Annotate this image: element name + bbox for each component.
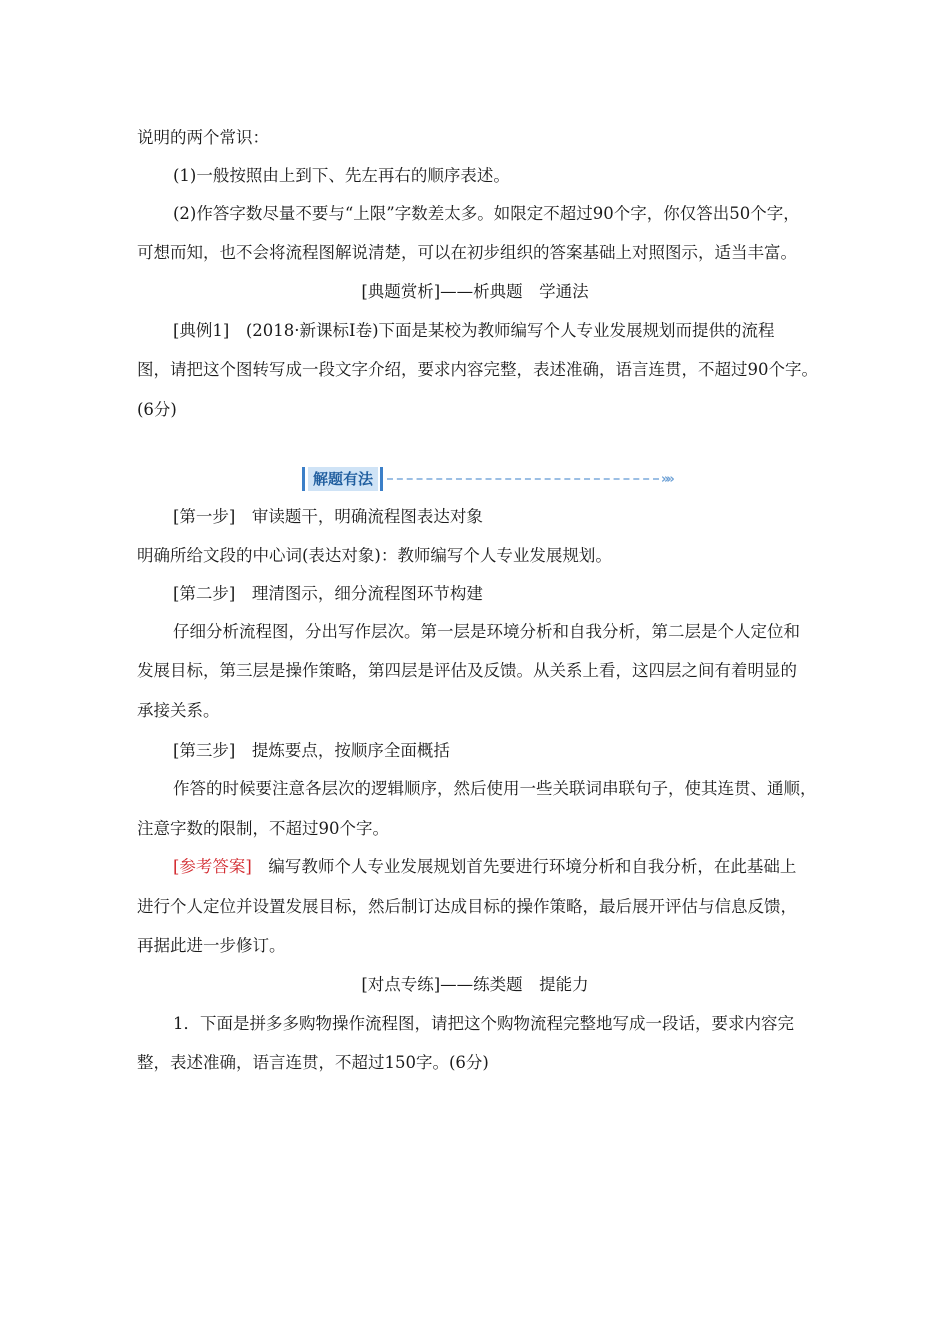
text-line: 图，请把这个图转写成一段文字介绍，要求内容完整，表述准确，语言连贯，不超过90个字。 <box>137 360 818 379</box>
text-line: 作答的时候要注意各层次的逻辑顺序，然后使用一些关联词串联句子，使其连贯、通顺， <box>173 779 817 798</box>
text-line: 明确所给文段的中心词(表达对象)：教师编写个人专业发展规划。 <box>137 546 612 565</box>
banner-bar <box>380 467 383 491</box>
section-heading: [对点专练]——练类题 提能力 <box>361 975 589 994</box>
text-line: (1)一般按照由上到下、先左再右的顺序表述。 <box>173 166 510 185</box>
answer-label: [参考答案] <box>173 857 252 876</box>
question-line: 整，表述准确，语言连贯，不超过150字。(6分) <box>137 1053 489 1072</box>
answer-line <box>173 856 796 878</box>
text-line: 进行个人定位并设置发展目标，然后制订达成目标的操作策略，最后展开评估与信息反馈， <box>137 897 797 916</box>
text-line: (2)作答字数尽量不要与“上限”字数差太多。如限定不超过90个字，你仅答出50个字， <box>173 204 800 223</box>
step-heading: [第一步] 审读题干，明确流程图表达对象 <box>173 507 483 526</box>
text-line: 承接关系。 <box>137 701 220 720</box>
text-line: [典例1] (2018·新课标Ⅰ卷)下面是某校为教师编写个人专业发展规划而提供的流程 <box>173 321 775 340</box>
method-banner <box>302 467 672 491</box>
banner-label: 解题有法 <box>308 467 378 491</box>
banner-dashed-line <box>387 478 659 480</box>
text-line: 发展目标，第三层是操作策略，第四层是评估及反馈。从关系上看，这四层之间有着明显的 <box>137 661 797 680</box>
section-heading: [典题赏析]——析典题 学通法 <box>361 282 589 301</box>
text-line: 说明的两个常识： <box>137 128 269 147</box>
step-heading: [第三步] 提炼要点，按顺序全面概括 <box>173 741 450 760</box>
text-line: 注意字数的限制，不超过90个字。 <box>137 819 389 838</box>
text-line: (6分) <box>137 400 177 419</box>
banner-bar <box>302 467 305 491</box>
chevrons-icon: »» <box>661 471 672 487</box>
text-line: 仔细分析流程图，分出写作层次。第一层是环境分析和自我分析，第二层是个人定位和 <box>173 622 800 641</box>
text-line: 再据此进一步修订。 <box>137 936 286 955</box>
step-heading: [第二步] 理清图示，细分流程图环节构建 <box>173 584 483 603</box>
text-line: 可想而知，也不会将流程图解说清楚，可以在初步组织的答案基础上对照图示，适当丰富。 <box>137 243 797 262</box>
answer-text: 编写教师个人专业发展规划首先要进行环境分析和自我分析，在此基础上 <box>251 857 797 876</box>
question-line: 1．下面是拼多多购物操作流程图，请把这个购物流程完整地写成一段话，要求内容完 <box>173 1014 794 1033</box>
